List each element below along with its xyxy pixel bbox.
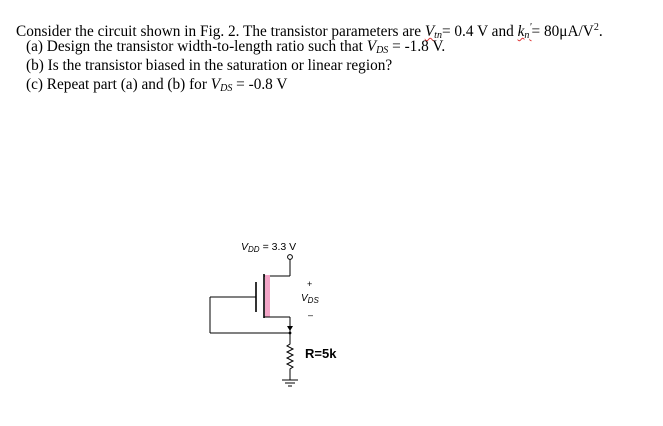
- part-b: (b) Is the transistor biased in the saturation or linear region?: [26, 57, 393, 74]
- kn-symbol: $k_n'$: [517, 22, 532, 41]
- intro-end: .: [598, 23, 603, 40]
- part-c-vds-symbol: $V_{DS}$: [210, 76, 233, 94]
- part-a-vds-symbol: $V_{DS}$: [366, 38, 389, 56]
- vdd-terminal: [288, 255, 293, 260]
- resistor-label: R=5k: [305, 346, 337, 361]
- kn-unit-exponent: 2: [593, 22, 599, 33]
- ground-icon: [282, 380, 298, 386]
- channel-highlight: [265, 275, 270, 317]
- resistor: [287, 338, 293, 375]
- vtn-value: = 0.4 V and: [441, 23, 518, 40]
- kn-value: = 80μA/V: [531, 23, 594, 40]
- vdd-label: VDD = 3.3 V: [241, 241, 297, 254]
- drain-node: [289, 332, 292, 335]
- drain-arrow: [287, 326, 293, 331]
- intro-text: Consider the circuit shown in Fig. 2. The transistor parameters are: [16, 23, 425, 40]
- vds-label: $V_{DS}$: [301, 293, 319, 305]
- part-a: (a) Design the transistor width-to-length ratio such that $V_{DS} = -1.8$ V.: [26, 38, 446, 56]
- vds-plus: +: [307, 279, 313, 289]
- vtn-symbol: $V_{tn}$: [424, 23, 442, 41]
- vds-minus: –: [308, 310, 314, 320]
- part-c: (c) Repeat part (a) and (b) for $V_{DS} = -0.8$ V: [26, 76, 288, 94]
